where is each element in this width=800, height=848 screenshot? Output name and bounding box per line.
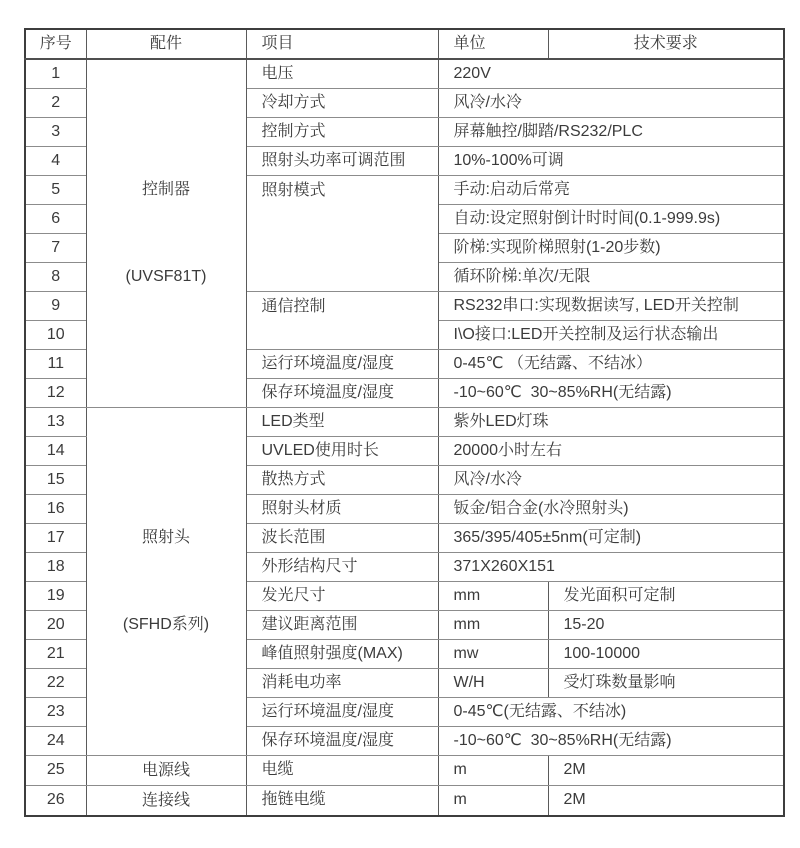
header-row bbox=[25, 29, 784, 59]
row-no: 5 bbox=[25, 175, 86, 204]
row-no: 1 bbox=[25, 59, 86, 88]
item-cell: 峰值照射强度(MAX) bbox=[246, 639, 438, 668]
value-cell: 发光面积可定制 bbox=[548, 581, 784, 610]
table-row bbox=[25, 59, 784, 88]
value-cell: 阶梯:实现阶梯照射(1-20步数) bbox=[438, 233, 784, 262]
value-cell: RS232串口:实现数据读写, LED开关控制 bbox=[438, 291, 784, 320]
item-cell: 保存环境温度/湿度 bbox=[246, 378, 438, 407]
part-model: (UVSF81T) bbox=[125, 268, 207, 286]
header-item: 项目 bbox=[246, 29, 438, 59]
spec-table bbox=[24, 28, 785, 817]
value-cell: 钣金/铝合金(水冷照射头) bbox=[438, 494, 784, 523]
row-no: 6 bbox=[25, 204, 86, 233]
row-no: 22 bbox=[25, 668, 86, 697]
item-cell: 电压 bbox=[246, 59, 438, 88]
value-cell: I\O接口:LED开关控制及运行状态输出 bbox=[438, 320, 784, 349]
unit-cell: W/H bbox=[438, 668, 548, 697]
value-cell: 手动:启动后常亮 bbox=[438, 175, 784, 204]
row-no: 23 bbox=[25, 697, 86, 726]
part-cell-controller bbox=[86, 59, 246, 407]
value-cell: 屏幕触控/脚踏/RS232/PLC bbox=[438, 117, 784, 146]
value-cell: 100-10000 bbox=[548, 639, 784, 668]
value-cell: 15-20 bbox=[548, 610, 784, 639]
item-cell: 照射头功率可调范围 bbox=[246, 146, 438, 175]
item-cell: 控制方式 bbox=[246, 117, 438, 146]
row-no: 10 bbox=[25, 320, 86, 349]
header-no: 序号 bbox=[25, 29, 86, 59]
header-part: 配件 bbox=[86, 29, 246, 59]
part-name: 控制器 bbox=[141, 181, 190, 199]
row-no: 24 bbox=[25, 726, 86, 755]
part-cell-head bbox=[86, 407, 246, 755]
row-no: 14 bbox=[25, 436, 86, 465]
unit-cell: mm bbox=[438, 610, 548, 639]
value-cell: 220V bbox=[438, 59, 784, 88]
item-cell: 消耗电功率 bbox=[246, 668, 438, 697]
row-no: 21 bbox=[25, 639, 86, 668]
row-no: 15 bbox=[25, 465, 86, 494]
value-cell: 受灯珠数量影响 bbox=[548, 668, 784, 697]
row-no: 18 bbox=[25, 552, 86, 581]
header-unit: 单位 bbox=[438, 29, 548, 59]
value-cell: 0-45℃ （无结露、不结冰） bbox=[438, 349, 784, 378]
row-no: 3 bbox=[25, 117, 86, 146]
value-cell: -10~60℃ 30~85%RH(无结露) bbox=[438, 726, 784, 755]
part-model: (SFHD系列) bbox=[122, 616, 210, 633]
value-cell: 20000小时左右 bbox=[438, 436, 784, 465]
value-cell: 2M bbox=[548, 755, 784, 785]
unit-cell: m bbox=[438, 755, 548, 785]
item-cell: 建议距离范围 bbox=[246, 610, 438, 639]
value-cell: 0-45℃(无结露、不结冰) bbox=[438, 697, 784, 726]
item-cell: 电缆 bbox=[246, 755, 438, 785]
unit-cell: mm bbox=[438, 581, 548, 610]
item-cell: 运行环境温度/湿度 bbox=[246, 697, 438, 726]
item-cell: 外形结构尺寸 bbox=[246, 552, 438, 581]
row-no: 2 bbox=[25, 88, 86, 117]
value-cell: 自动:设定照射倒计时时间(0.1-999.9s) bbox=[438, 204, 784, 233]
row-no: 9 bbox=[25, 291, 86, 320]
item-cell: 运行环境温度/湿度 bbox=[246, 349, 438, 378]
row-no: 25 bbox=[25, 755, 86, 785]
row-no: 11 bbox=[25, 349, 86, 378]
item-cell: 发光尺寸 bbox=[246, 581, 438, 610]
table-row bbox=[25, 755, 784, 785]
row-no: 4 bbox=[25, 146, 86, 175]
row-no: 16 bbox=[25, 494, 86, 523]
row-no: 26 bbox=[25, 785, 86, 816]
table-row bbox=[25, 407, 784, 436]
item-cell: 冷却方式 bbox=[246, 88, 438, 117]
row-no: 8 bbox=[25, 262, 86, 291]
spec-table-container bbox=[24, 28, 785, 817]
table-row bbox=[25, 785, 784, 816]
value-cell: 紫外LED灯珠 bbox=[438, 407, 784, 436]
value-cell: 371X260X151 bbox=[438, 552, 784, 581]
row-no: 17 bbox=[25, 523, 86, 552]
unit-cell: mw bbox=[438, 639, 548, 668]
value-cell: 2M bbox=[548, 785, 784, 816]
item-cell: 波长范围 bbox=[246, 523, 438, 552]
row-no: 7 bbox=[25, 233, 86, 262]
item-cell: 拖链电缆 bbox=[246, 785, 438, 816]
item-cell: 保存环境温度/湿度 bbox=[246, 726, 438, 755]
part-cell-connect-cable: 连接线 bbox=[86, 785, 246, 816]
header-req: 技术要求 bbox=[548, 29, 784, 59]
value-cell: 风冷/水冷 bbox=[438, 88, 784, 117]
row-no: 13 bbox=[25, 407, 86, 436]
value-cell: 风冷/水冷 bbox=[438, 465, 784, 494]
part-name: 照射头 bbox=[141, 529, 190, 546]
value-cell: 365/395/405±5nm(可定制) bbox=[438, 523, 784, 552]
part-cell-power-cable: 电源线 bbox=[86, 755, 246, 785]
item-cell: 散热方式 bbox=[246, 465, 438, 494]
row-no: 20 bbox=[25, 610, 86, 639]
value-cell: 10%-100%可调 bbox=[438, 146, 784, 175]
row-no: 19 bbox=[25, 581, 86, 610]
item-cell: 照射头材质 bbox=[246, 494, 438, 523]
item-cell-irradiation-mode: 照射模式 bbox=[246, 175, 438, 291]
value-cell: 循环阶梯:单次/无限 bbox=[438, 262, 784, 291]
row-no: 12 bbox=[25, 378, 86, 407]
item-cell-comm-control: 通信控制 bbox=[246, 291, 438, 349]
item-cell: LED类型 bbox=[246, 407, 438, 436]
item-cell: UVLED使用时长 bbox=[246, 436, 438, 465]
unit-cell: m bbox=[438, 785, 548, 816]
value-cell: -10~60℃ 30~85%RH(无结露) bbox=[438, 378, 784, 407]
